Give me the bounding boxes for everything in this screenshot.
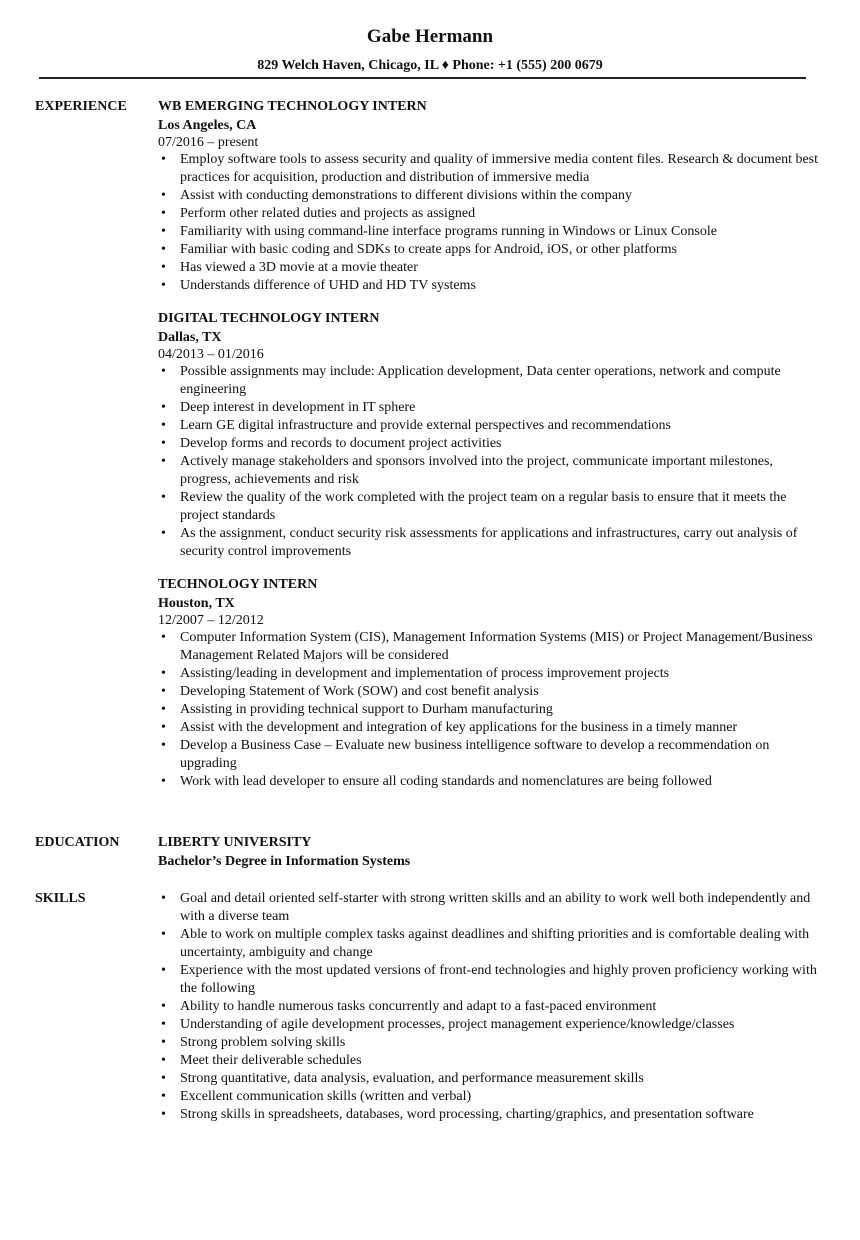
resume-header — [0, 26, 860, 74]
bullet-item: • Developing Statement of Work (SOW) and cost benefit analysis — [158, 683, 818, 701]
degree: Bachelor’s Degree in Information Systems — [158, 854, 411, 869]
skills-list — [158, 890, 818, 1124]
skill-item: • Able to work on multiple complex tasks against deadlines and shifting priorities and is comfortable dealing with uncertainty, ambiguity and change — [158, 926, 818, 962]
skill-item: • Understanding of agile development processes, project management experience/knowledge/classes — [158, 1016, 818, 1034]
bullet-item: • Work with lead developer to ensure all coding standards and nomenclatures are being followed — [158, 773, 818, 791]
skill-item: • Strong skills in spreadsheets, databases, word processing, charting/graphics, and presentation software — [158, 1106, 818, 1124]
bullet-item: • Familiar with basic coding and SDKs to create apps for Android, iOS, or other platforms — [158, 241, 818, 259]
bullet-item: • Review the quality of the work completed with the project team on a regular basis to ensure that it meets the project standards — [158, 489, 818, 525]
education-section-label: EDUCATION — [35, 835, 120, 850]
job-bullets — [158, 363, 818, 561]
school-name: LIBERTY UNIVERSITY — [158, 835, 312, 850]
bullet-item: • Assist with conducting demonstrations to different divisions within the company — [158, 187, 818, 205]
contact-line: 829 Welch Haven, Chicago, IL ♦ Phone: +1 (555) 200 0679 — [257, 58, 603, 73]
skills-section-label: SKILLS — [35, 891, 86, 906]
bullet-item: • Actively manage stakeholders and sponsors involved into the project, communicate important milestones, progress, achievements and risk — [158, 453, 818, 489]
job-location: Los Angeles, CA — [158, 118, 257, 133]
job-bullets — [158, 151, 818, 295]
skill-item: • Goal and detail oriented self-starter with strong written skills and an ability to work well both independently and with a diverse team — [158, 890, 818, 926]
job-dates: 12/2007 – 12/2012 — [158, 613, 264, 628]
job-entry — [158, 309, 818, 561]
job-dates: 07/2016 – present — [158, 135, 259, 150]
job-location: Houston, TX — [158, 596, 235, 611]
skills-section — [158, 890, 818, 1124]
bullet-item: • Has viewed a 3D movie at a movie theater — [158, 259, 818, 277]
bullet-item: • Assisting in providing technical support to Durham manufacturing — [158, 701, 818, 719]
skill-item: • Experience with the most updated versions of front-end technologies and highly proven proficiency working with the following — [158, 962, 818, 998]
job-entry — [158, 575, 818, 791]
bullet-item: • Familiarity with using command-line interface programs running in Windows or Linux Console — [158, 223, 818, 241]
education-section — [158, 833, 818, 870]
job-title: TECHNOLOGY INTERN — [158, 577, 318, 592]
bullet-item: • Learn GE digital infrastructure and provide external perspectives and recommendations — [158, 417, 818, 435]
skill-item: • Meet their deliverable schedules — [158, 1052, 818, 1070]
bullet-item: • Deep interest in development in IT sphere — [158, 399, 818, 417]
skill-item: • Strong quantitative, data analysis, evaluation, and performance measurement skills — [158, 1070, 818, 1088]
bullet-item: • Understands difference of UHD and HD TV systems — [158, 277, 818, 295]
skill-item: • Excellent communication skills (written and verbal) — [158, 1088, 818, 1106]
bullet-item: • As the assignment, conduct security risk assessments for applications and infrastructures, carry out analysis of security control improvements — [158, 525, 818, 561]
bullet-item: • Computer Information System (CIS), Management Information Systems (MIS) or Project Management/Business Management Related Majors will be considered — [158, 629, 818, 665]
bullet-item: • Develop forms and records to document project activities — [158, 435, 818, 453]
bullet-item: • Develop a Business Case – Evaluate new business intelligence software to develop a recommendation on upgrading — [158, 737, 818, 773]
job-dates: 04/2013 – 01/2016 — [158, 347, 264, 362]
job-location: Dallas, TX — [158, 330, 222, 345]
bullet-item: • Possible assignments may include: Application development, Data center operations, network and compute engineering — [158, 363, 818, 399]
job-bullets — [158, 629, 818, 791]
bullet-item: • Assist with the development and integration of key applications for the business in a timely manner — [158, 719, 818, 737]
bullet-item: • Assisting/leading in development and implementation of process improvement projects — [158, 665, 818, 683]
bullet-item: • Perform other related duties and projects as assigned — [158, 205, 818, 223]
skill-item: • Strong problem solving skills — [158, 1034, 818, 1052]
experience-section — [158, 97, 818, 805]
skill-item: • Ability to handle numerous tasks concurrently and adapt to a fast-paced environment — [158, 998, 818, 1016]
job-entry — [158, 97, 818, 295]
header-divider — [39, 77, 806, 79]
bullet-item: • Employ software tools to assess security and quality of immersive media content files. Research & document best practices for acquisition, production and distribution of immersive media — [158, 151, 818, 187]
job-title: WB EMERGING TECHNOLOGY INTERN — [158, 99, 427, 114]
experience-section-label: EXPERIENCE — [35, 99, 127, 114]
candidate-name: Gabe Hermann — [366, 26, 494, 47]
job-title: DIGITAL TECHNOLOGY INTERN — [158, 311, 380, 326]
